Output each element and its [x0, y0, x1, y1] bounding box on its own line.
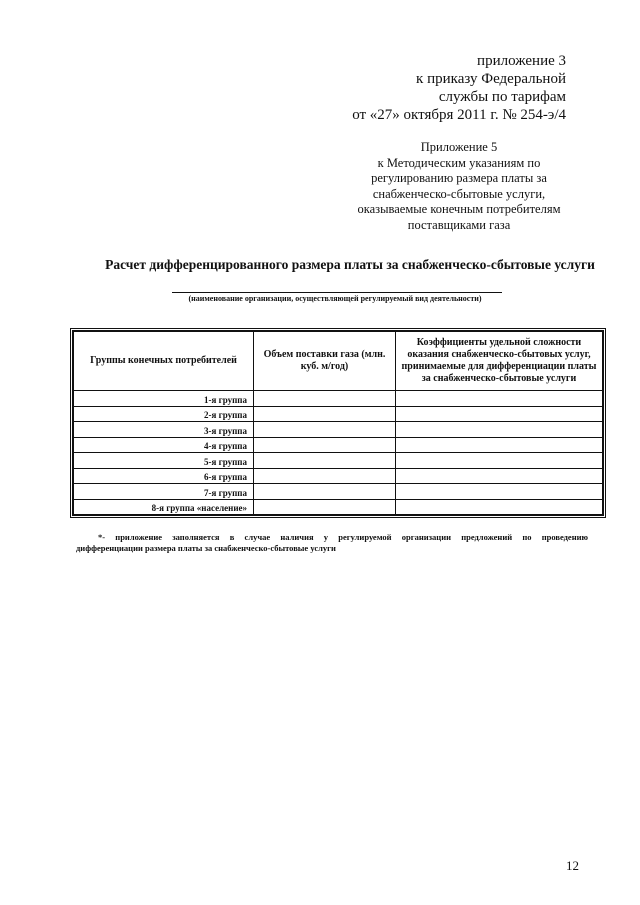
organization-name-caption: (наименование организации, осуществляющей регулируемый вид деятельности) [188, 294, 482, 303]
coefficient-cell [396, 422, 603, 438]
coefficient-cell [396, 484, 603, 500]
footnote [76, 532, 588, 554]
volume-cell [254, 499, 396, 515]
table-row [74, 484, 603, 500]
group-label: 1-я группа [74, 391, 254, 407]
coefficient-cell [396, 453, 603, 469]
table-row [74, 406, 603, 422]
column-header-volume: Объем поставки газа (млн. куб. м/год) [254, 332, 396, 391]
coefficient-cell [396, 499, 603, 515]
coefficient-cell [396, 437, 603, 453]
table-row [74, 499, 603, 515]
footnote-line: дифференциации размера платы за снабженческо-сбытовые услуги [76, 543, 336, 553]
group-label: 8-я группа «население» [74, 499, 254, 515]
coefficient-cell [396, 468, 603, 484]
volume-cell [254, 468, 396, 484]
volume-cell [254, 422, 396, 438]
appendix-3-header [330, 52, 566, 124]
coefficient-cell [396, 391, 603, 407]
footnote-line: *- приложение заполняется в случае наличия у регулируемой организации предложений по проведению [98, 532, 588, 542]
organization-name-line [172, 292, 502, 293]
appendix-5-line: оказываемые конечным потребителям [357, 202, 561, 216]
calculation-table [70, 328, 606, 518]
appendix-5-header [340, 140, 578, 233]
volume-cell [254, 406, 396, 422]
table-header-row [74, 332, 603, 391]
column-header-groups: Группы конечных потребителей [74, 332, 254, 391]
column-header-coefficients: Коэффициенты удельной сложности оказания снабженческо-сбытовых услуг, принимаемые для дифференциации платы за снабженческо-сбытовые услуги [396, 332, 603, 391]
appendix-3-line: службы по тарифам [438, 89, 566, 105]
table-row [74, 468, 603, 484]
appendix-3-line: приложение 3 [477, 53, 566, 69]
appendix-5-line: к Методическим указаниям по [377, 155, 541, 170]
table-row [74, 422, 603, 438]
appendix-3-line: к приказу Федеральной [416, 71, 566, 87]
appendix-5-line: регулированию размера платы за [371, 171, 547, 185]
volume-cell [254, 484, 396, 500]
page-number: 12 [566, 858, 579, 873]
volume-cell [254, 453, 396, 469]
group-label: 2-я группа [74, 406, 254, 422]
table-row [74, 437, 603, 453]
group-label: 3-я группа [74, 422, 254, 438]
coefficient-cell [396, 406, 603, 422]
volume-cell [254, 437, 396, 453]
group-label: 5-я группа [74, 453, 254, 469]
group-label: 4-я группа [74, 437, 254, 453]
volume-cell [254, 391, 396, 407]
document-title: Расчет дифференцированного размера платы за снабженческо-сбытовые услуги [105, 257, 595, 272]
table-row [74, 453, 603, 469]
appendix-5-line: поставщиками газа [407, 217, 511, 232]
group-label: 7-я группа [74, 484, 254, 500]
appendix-3-line: от «27» октября 2011 г. № 254-э/4 [352, 107, 566, 123]
table-row [74, 391, 603, 407]
appendix-5-line: снабженческо-сбытовые услуги, [372, 186, 546, 201]
group-label: 6-я группа [74, 468, 254, 484]
appendix-5-line: Приложение 5 [420, 140, 498, 154]
